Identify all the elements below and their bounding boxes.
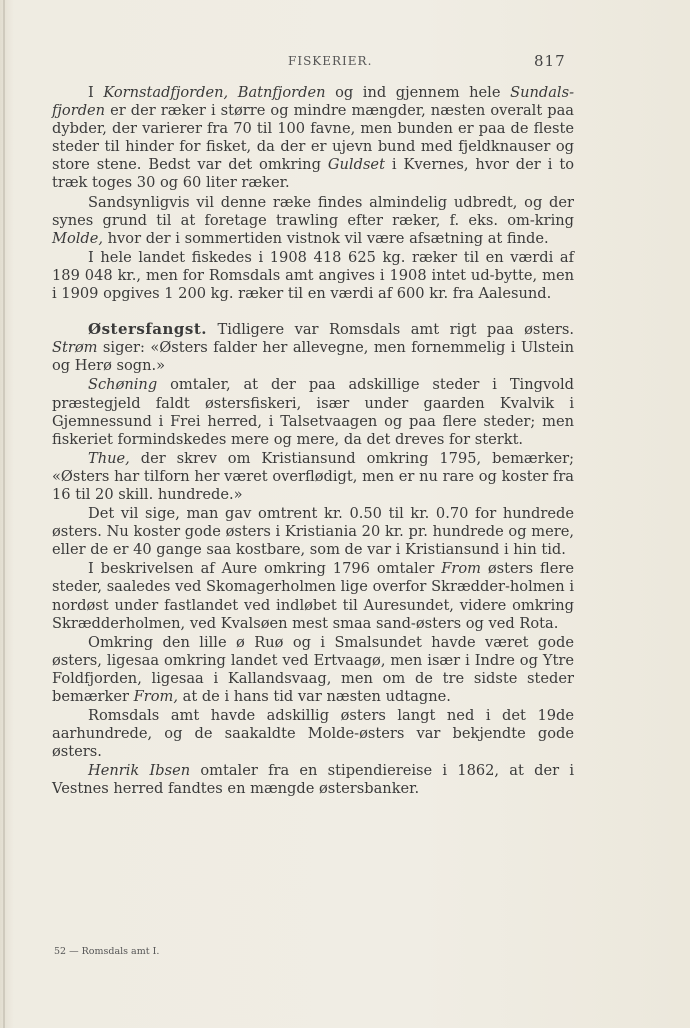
paragraph: Schøning omtaler, at der paa adskillige steder i Tingvold præstegjeld faldt østersfiskeri, især under gaarden Kvalvik i Gjemnessund i Frei herred, i Talsetvaagen og paa flere steder; men fiskeriet formindskedes mere og mere, da det dreves for sterkt. [52,376,574,448]
body-text [52,84,574,800]
paragraph: Thue, der skrev om Kristiansund omkring 1795, bemærker; «Østers har tilforn her været overflødigt, men er nu rare og koster fra 16 til 20 skill. hundrede.» [52,449,574,503]
paragraph: Omkring den lille ø Ruø og i Smalsundet havde været gode østers, ligesaa omkring landet ved Ertvaagø, men især i Indre og Ytre Foldfjorden, ligesaa i Kallandsvaag, men om de tre sidste steder bemærker From, at de i hans tid var næsten udtagne. [52,633,574,705]
section-paragraph: Østersfangst. Tidligere var Romsdals amt rigt paa østers. Strøm siger: «Østers falder her allevegne, men fornemmelig i Ulstein og Herø sogn.» [52,320,574,375]
header-title: FISKERIER. [288,54,373,68]
section-heading: Østersfangst. [88,320,207,339]
page-footer: 52 — Romsdals amt I. [54,946,160,957]
paragraph: I beskrivelsen af Aure omkring 1796 omtaler From østers flere steder, saaledes ved Skomagerholmen lige overfor Skrædder-holmen i nordøst under fastlandet ved indløbet til Auresundet, videre omkring Skrædderholmen, ved Kvalsøen mest smaa sand-østers og ved Rota. [52,560,574,632]
paragraph: Romsdals amt havde adskillig østers langt ned i det 19de aarhundrede, og de saakaldte Molde-østers var bekjendte gode østers. [52,707,574,761]
paragraph: I Kornstadfjorden, Batnfjorden og ind gjennem hele Sundals-fjorden er der ræker i større og mindre mængder, næsten overalt paa dybder, der varierer fra 70 til 100 favne, men bunden er paa de fleste steder til hinder for fisket, da der er ujevn bund med fjeldknauser og store stene. Bedst var det omkring Guldset i Kvernes, hvor der i to træk toges 30 og 60 liter ræker. [52,84,575,192]
paragraph: Henrik Ibsen omtaler fra en stipendiereise i 1862, at der i Vestnes herred fandtes en mængde østersbanker. [52,762,574,798]
paragraph: Sandsynligvis vil denne ræke findes almindelig udbredt, og der synes grund til at foretage trawling efter ræker, f. eks. om-kring Molde, hvor der i sommertiden vistnok vil være afsætning at finde. [52,193,574,247]
page-number: 817 [534,52,566,70]
page-edge [3,0,5,1028]
paragraph: I hele landet fiskedes i 1908 418 625 kg. ræker til en værdi af 189 048 kr., men for Romsdals amt angives i 1908 intet ud-bytte, men i 1909 opgives 1 200 kg. ræker til en værdi af 600 kr. fra Aalesund. [52,248,574,303]
paragraph: Det vil sige, man gav omtrent kr. 0.50 til kr. 0.70 for hundrede østers. Nu koster gode østers i Kristiania 20 kr. pr. hundrede og mere, eller de er 40 gange saa kostbare, som de var i Kristiansund i hin tid. [52,505,574,559]
running-header [0,52,690,72]
